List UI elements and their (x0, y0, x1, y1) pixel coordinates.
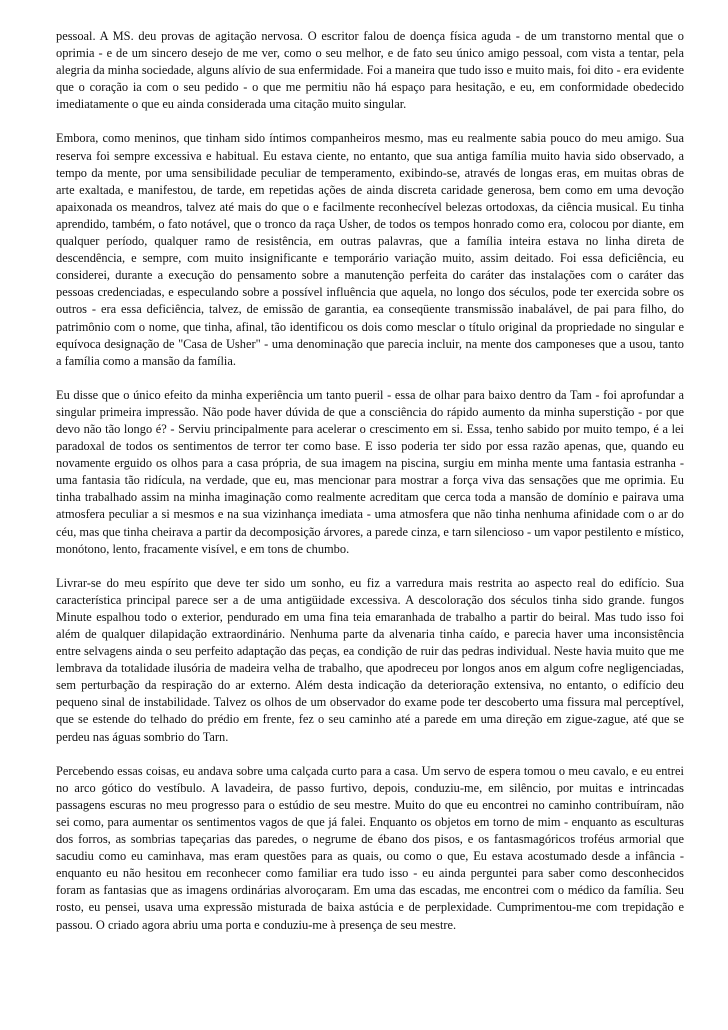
paragraph-1: pessoal. A MS. deu provas de agitação nervosa. O escritor falou de doença física aguda - de um transtorno mental que o oprimia - e de um sincero desejo de me ver, como o seu melhor, e de fato seu único amigo pessoal, com vista a tentar, pela alegria da minha sociedade, alguns alívio de sua enfermidade. Foi a maneira que tudo isso e muito mais, foi dito - era evidente que o coração ia com o seu pedido - o que me permitiu não há espaço para hesitação, e eu, em conformidade obedecido imediatamente o que eu ainda considerada uma citação muito singular. (56, 29, 684, 112)
paragraph-2: Embora, como meninos, que tinham sido íntimos companheiros mesmo, mas eu realmente sabia pouco do meu amigo. Sua reserva foi sempre excessiva e habitual. Eu estava ciente, no entanto, que sua antiga família muito havia sido observado, a tempo da mente, por uma sensibilidade peculiar de temperamento, exibindo-se, através de longas eras, em muitas obras de arte exaltada, e manifestou, de tarde, em repetidas ações de ainda discreta caridade generosa, bem como em uma devoção apaixonada os meandros, talvez até mais do que o e facilmente reconhecível belezas ortodoxas, da ciência musical. Eu tinha aprendido, também, o fato notável, que o tronco da raça Usher, de todos os tempos honrado como era, colocou por diante, em qualquer período, qualquer ramo de resistência, em outras palavras, que a família inteira estava no linha direta de descendência, e sempre, com muito insignificante e temporário variação muito, assim deitado. Foi essa deficiência, eu considerei, durante a execução do pensamento sobre a manutenção perfeita do caráter das instalações com o caráter das pessoas credenciadas, e especulando sobre a possível influência que aquela, no longo dos séculos, pode ter exercida sobre os outros - era essa deficiência, talvez, de emissão de garantia, ea conseqüente transmissão inabalável, de pai para filho, do patrimônio com o nome, que tinha, afinal, tão identificou os dois como mesclar o título original da propriedade no singular e equívoca designação de "Casa de Usher" - uma denominação que parecia incluir, na mente dos camponeses que a usou, tanto a família como a mansão da família. (56, 131, 684, 368)
paragraph-5: Percebendo essas coisas, eu andava sobre uma calçada curto para a casa. Um servo de espera tomou o meu cavalo, e eu entrei no arco gótico do vestíbulo. A lavadeira, de passo furtivo, depois, conduziu-me, em silêncio, por muitas e intrincadas passagens escuras no meu progresso para o estúdio de seu mestre. Muito do que eu encontrei no caminho contribuíram, não sei como, para aumentar os sentimentos vagos de que já falei. Enquanto os objetos em torno de mim - enquanto as esculturas dos forros, as sombrias tapeçarias das paredes, o negrume de ébano dos pisos, e os fantasmagóricos troféus armorial que sacudiu como eu caminhava, mas eram questões para as quais, ou como o que, Eu estava acostumado desde a infância - enquanto eu não hesitou em reconhecer como familiar era tudo isso - eu ainda perguntei para saber como desconhecidos foram as fantasias que as imagens ordinárias alvoroçaram. Em uma das escadas, me encontrei com o médico da família. Seu rosto, eu pensei, usava uma expressão misturada de baixa astúcia e de perplexidade. Cumprimentou-me com trepidação e passou. O criado agora abriu uma porta e conduziu-me à presença de seu mestre. (56, 763, 684, 932)
paragraph-4: Livrar-se do meu espírito que deve ter sido um sonho, eu fiz a varredura mais restrita ao aspecto real do edifício. Sua característica principal parece ser a de uma antigüidade excessiva. A descoloração dos séculos tinha sido grande. fungos Minute espalhou todo o exterior, pendurado em uma fina teia emaranhada de trabalho a partir do beiral. Mas tudo isso foi além de qualquer dilapidação extraordinário. Nenhuma parte da alvenaria tinha caído, e parecia haver uma inconsistência entre selvagens ainda o seu perfeito adaptação das peças, ea condição de ruir das pedras individual. Neste havia muito que me lembrava da totalidade ilusória de madeira velha de trabalho, que apodreceu por longos anos em algum cofre negligenciadas, sem perturbação da respiração do ar externo. Além desta indicação da deterioração extensiva, no entanto, o edifício deu pequeno sinal de instabilidade. Talvez os olhos de um observador do exame pode ter descoberto uma fissura mal perceptível, que se estende do telhado do prédio em frente, fez o seu caminho até a parede em uma direção em zigue-zague, até que se perdeu nas águas sombrio do Tarn. (56, 575, 684, 744)
paragraph-3: Eu disse que o único efeito da minha experiência um tanto pueril - essa de olhar para baixo dentro da Tam - foi aprofundar a singular primeira impressão. Não pode haver dúvida de que a consciência do rápido aumento da minha superstição - por que devo não tão longo é? - Serviu principalmente para acelerar o crescimento em si. Essa, tenho sabido por muito tempo, é a lei paradoxal de todos os sentimentos de terror ter como base. E isso poderia ter sido por essa razão apenas, que, quando eu novamente erguido os olhos para a casa própria, de sua imagem na piscina, surgiu em minha mente uma fantasia estranha - uma fantasia tão ridícula, na verdade, que eu, mas mencionar para mostrar a força viva das sensações que me oprimia. Eu tinha trabalhado assim na minha imaginação como realmente acreditam que cerca toda a mansão de domínio e pairava uma atmosfera peculiar a si mesmos e na sua vizinhança imediata - uma atmosfera que não tinha nenhuma afinidade com o ar do céu, mas que tinha cheirava a partir da decomposição árvores, a parede cinza, e tarn silencioso - um vapor pestilento e místico, monótono, lento, fracamente visível, e em tons de chumbo. (56, 387, 684, 556)
